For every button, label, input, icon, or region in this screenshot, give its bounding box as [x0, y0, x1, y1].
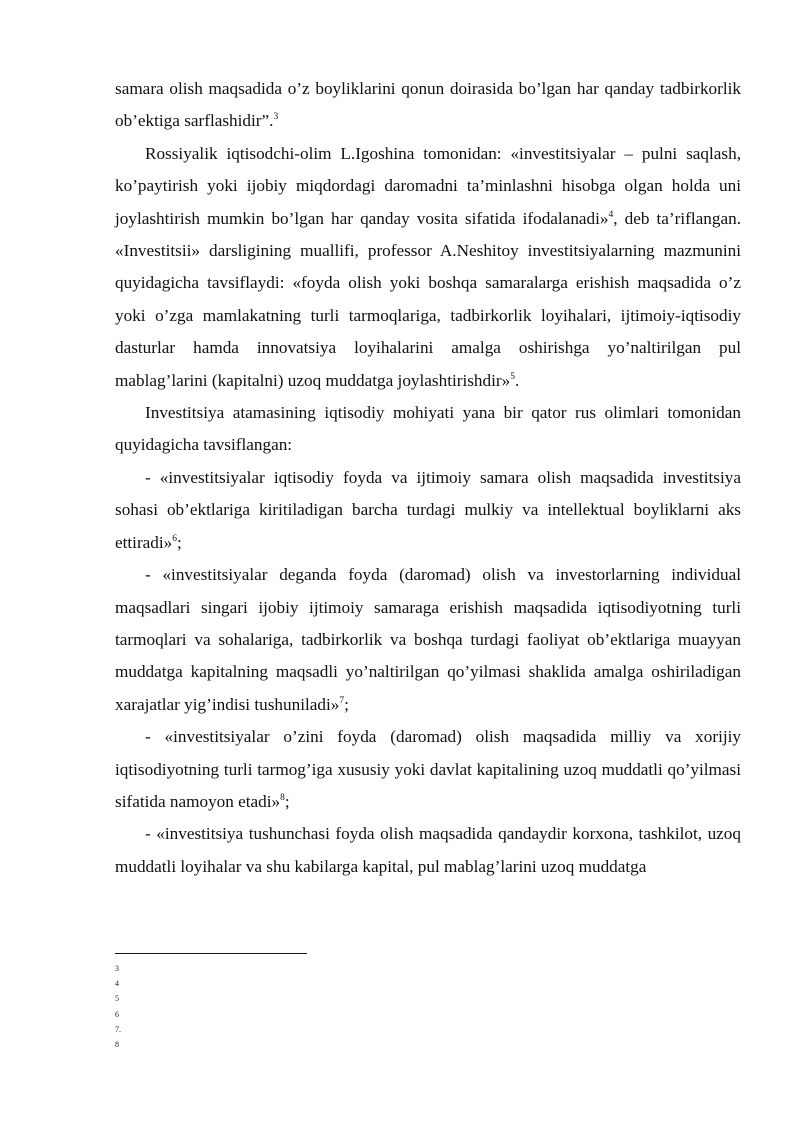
text-run: , deb ta’riflangan. «Investitsii» darsligining muallifi, professor A.Neshitoy investitsiyalarning mazmunini quyidagicha tavsiflaydi: «foyda olish yoki boshqa samaralarga erishish maqsadida o’z yoki o’zga mamlakatning turli tarmoqlariga, tadbirkorlik loyihalari, ijtimoiy-iqtisodiy dasturlar hamda innovatsiya loyihalarini amalga oshirishga yo’naltirilgan pul mablag’larini (kapitalni) uzoq muddatga joylashtirishdir»	[115, 208, 741, 390]
footnote-ref: 5	[510, 371, 515, 382]
footnote-marker: 6	[115, 1009, 119, 1019]
text-run: samara olish maqsadida o’z boyliklarini qonun doirasida bo’lgan har qanday tadbirkorlik ob’ektiga sarflashidir”.	[115, 79, 741, 131]
paragraph	[115, 397, 741, 462]
footnote-ref: 8	[280, 792, 285, 803]
paragraph	[115, 818, 741, 883]
text-run: - «investitsiyalar o’zini foyda (daromad) olish maqsadida milliy va xorijiy iqtisodiyotning turli tarmog’iga xususiy yoki davlat kapitalining uzoq muddatli qo’yilmasi sifatida namoyon etadi»	[115, 727, 741, 811]
text-run: Investitsiya atamasining iqtisodiy mohiyati yana bir qator rus olimlari tomonidan quyidagicha tavsiflangan:	[115, 403, 741, 455]
footnote-marker: 8	[115, 1039, 119, 1049]
paragraph	[115, 559, 741, 721]
paragraph	[115, 138, 741, 397]
footnote-marker: 5	[115, 994, 119, 1004]
footnote-ref: 4	[608, 209, 614, 220]
text-run: - «investitsiya tushunchasi foyda olish maqsadida qandaydir korxona, tashkilot, uzoq muddatli loyihalar va shu kabilarga kapital, pul mablag’larini uzoq muddatga	[115, 824, 741, 876]
footnote-ref: 3	[273, 112, 279, 123]
text-run: .	[514, 370, 520, 390]
text-run: ;	[344, 694, 349, 714]
text-run: ;	[177, 532, 182, 552]
footnote-ref: 7	[339, 695, 345, 706]
footnote-marker: 3	[115, 964, 119, 973]
paragraph	[115, 462, 741, 559]
footnote-ref: 6	[172, 533, 178, 544]
text-run: Rossiyalik iqtisodchi-olim L.Igoshina tomonidan: «investitsiyalar – pulni saqlash, ko’paytirish yoki ijobiy miqdordagi daromadni ta’minlashni hisobga olgan holda uni joylashtirish mumkin bo’lgan har qanday vosita sifatida ifodalanadi»	[115, 143, 741, 228]
text-run: - «investitsiyalar deganda foyda (daromad) olish va investorlarning individual maqsadlari singari ijobiy ijtimoiy samaraga erishish maqsadida iqtisodiyotning turli tarmoqlari va sohalariga, tadbirkorlik va boshqa turdagi faoliyat ob’ektlariga muayyan muddatga kapitalning maqsadli yo’naltirilgan qo’yilmasi shaklida amalga oshiriladigan xarajatlar yig’indisi tushuniladi»	[115, 565, 741, 714]
footnote-separator	[115, 953, 307, 954]
paragraph	[115, 73, 741, 138]
footnotes	[115, 961, 415, 1052]
body-text	[115, 73, 741, 883]
footnote-marker: 4	[115, 979, 119, 989]
text-run: ;	[284, 791, 290, 811]
paragraph	[115, 721, 741, 818]
footnote-marker: 7.	[115, 1024, 121, 1034]
text-run: - «investitsiyalar iqtisodiy foyda va ijtimoiy samara olish maqsadida investitsiya sohasi ob’ektlariga kiritiladigan barcha turdagi mulkiy va intellektual boyliklarni aks ettiradi»	[115, 467, 741, 552]
